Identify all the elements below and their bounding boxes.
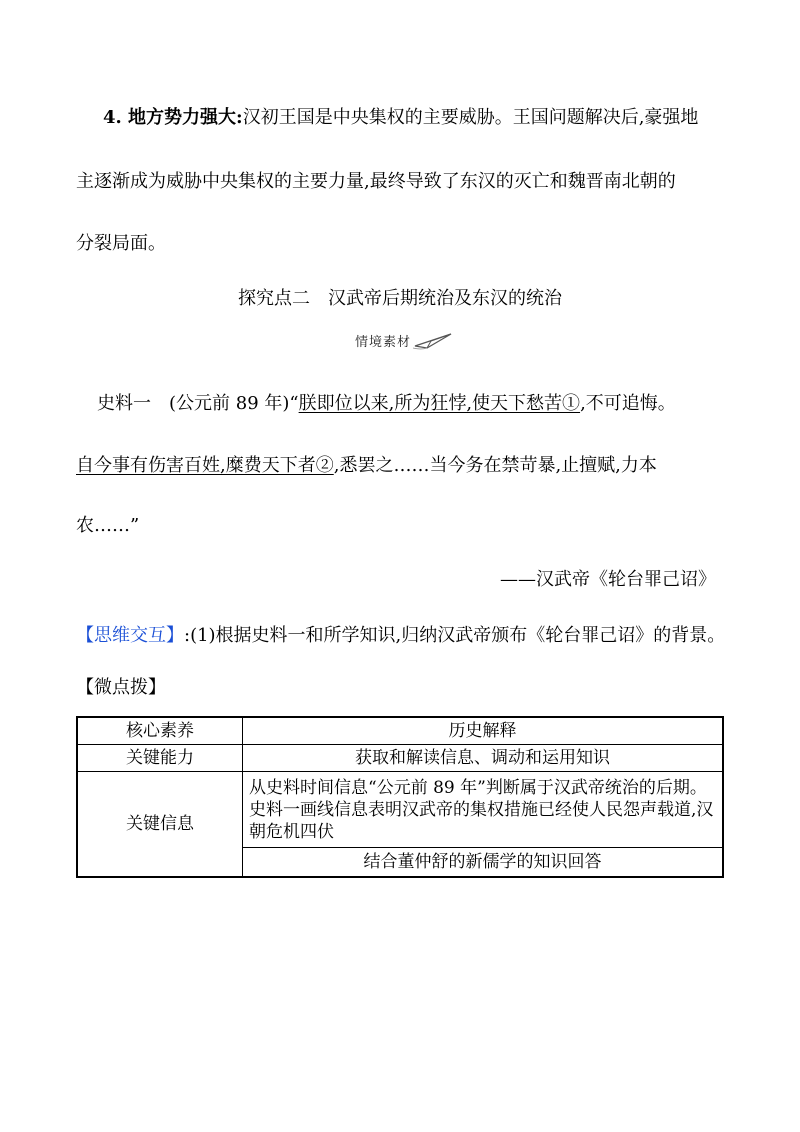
table-cell: 获取和解读信息、调动和运用知识 [243,745,724,772]
source1-line2 [76,454,657,478]
table-row [77,717,723,745]
section4-line3: 分裂局面。 [76,233,166,254]
table-cell: 关键信息 [77,772,243,878]
table-cell: 历史解释 [243,717,724,745]
scenario-material-badge [355,330,455,352]
section4-line2: 主逐渐成为威胁中央集权的主要力量,最终导致了东汉的灭亡和魏晋南北朝的 [76,171,676,192]
source1-attribution: ——汉武帝《轮台罪己诏》 [500,569,716,590]
source1-line3: 农……” [76,515,140,536]
table-cell: 从史料时间信息“公元前 89 年”判断属于汉武帝统治的后期。史料一画线信息表明汉武帝的集权措施已经使人民怨声载道,汉朝危机四伏 [243,772,724,848]
key-points-table [76,716,724,878]
source1-underline1: 朕即位以来,所为狂悖,使天下愁苦① [298,393,581,414]
table-cell: 核心素养 [77,717,243,745]
table-cell: 结合董仲舒的新儒学的知识回答 [243,848,724,877]
source1-label: 史料一 (公元前 89 年)“ [97,393,299,414]
thinking-question [76,624,725,648]
source1-after2: ,悉罢之……当今务在禁苛暴,止擅赋,力本 [333,455,657,476]
paper-plane-icon [413,332,453,350]
table-cell: 关键能力 [77,745,243,772]
tips-title: 【微点拨】 [76,677,166,698]
section4-line1 [103,106,698,130]
source1-line1 [97,392,676,416]
explore-title: 探究点二 汉武帝后期统治及东汉的统治 [238,288,562,309]
section4-heading: 4. 地方势力强大: [103,107,243,128]
table-row [77,772,723,848]
badge-label: 情境素材 [355,335,412,350]
source1-underline2: 自今事有伤害百姓,糜费天下者② [76,455,334,476]
section4-line1-text: 汉初王国是中央集权的主要威胁。王国问题解决后,豪强地 [242,107,699,128]
thinking-text: :(1)根据史料一和所学知识,归纳汉武帝颁布《轮台罪己诏》的背景。 [184,625,726,646]
thinking-tag: 【思维交互】 [76,625,184,646]
source1-after1: ,不可追悔。 [580,393,676,414]
table-row [77,745,723,772]
